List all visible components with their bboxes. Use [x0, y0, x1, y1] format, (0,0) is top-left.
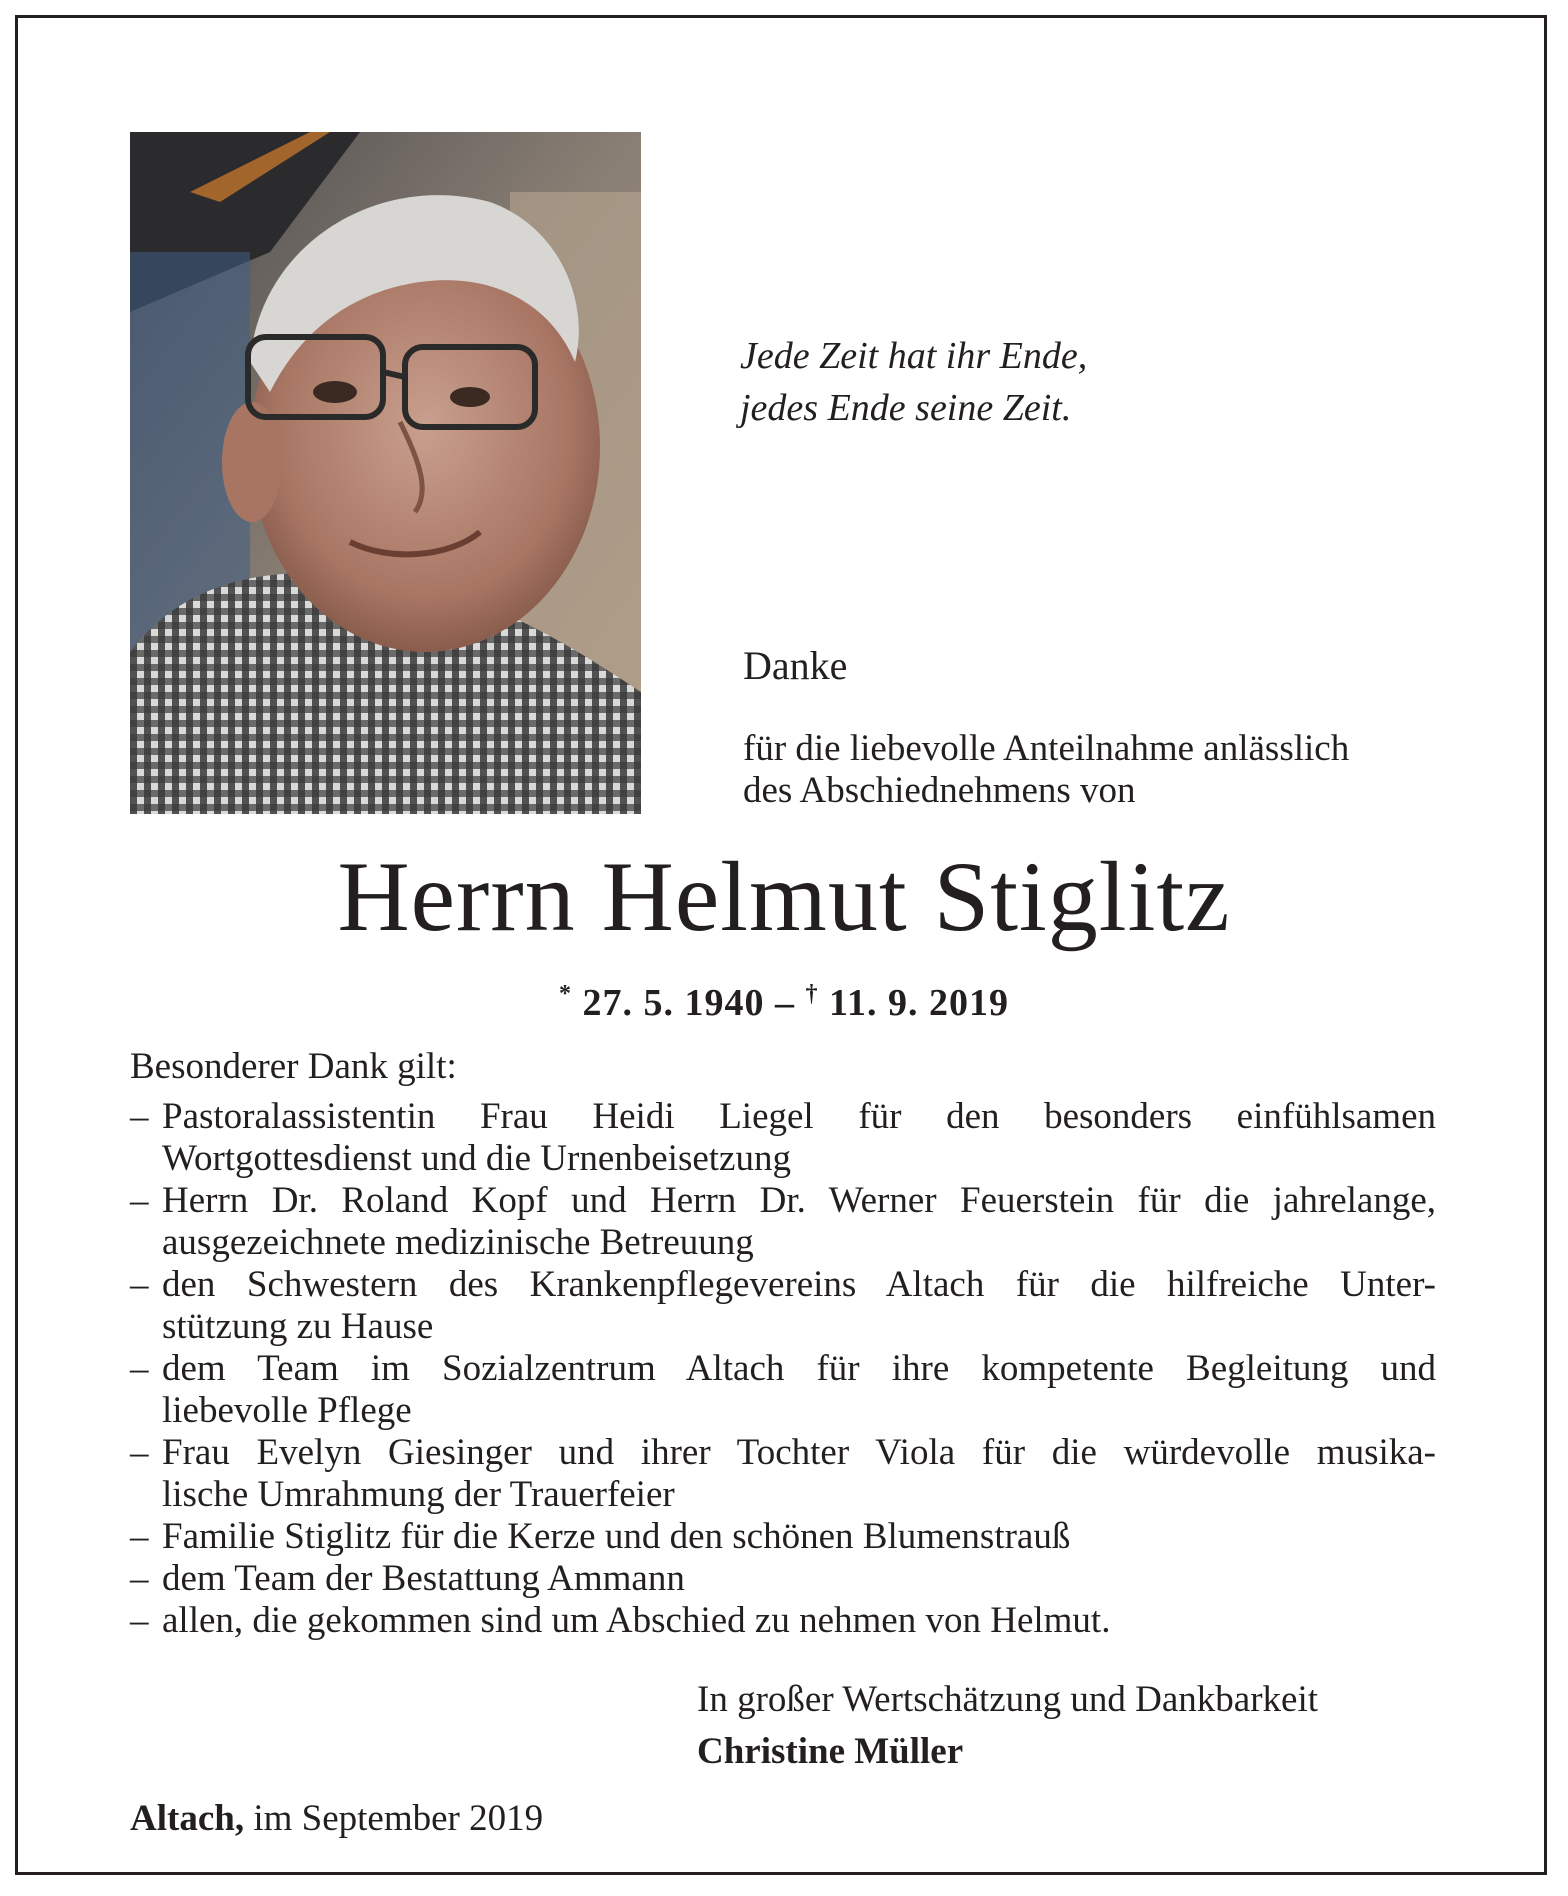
intro-line-1: für die liebevolle Anteilnahme anlässlich — [743, 728, 1350, 769]
death-symbol: † — [805, 981, 819, 1007]
list-item — [130, 1516, 1436, 1558]
list-item — [130, 1180, 1436, 1264]
list-dash: – — [130, 1348, 149, 1389]
list-item-line-1: Familie Stiglitz für die Kerze und den schönen Blumenstrauß — [162, 1516, 1071, 1557]
list-item — [130, 1096, 1436, 1180]
place-date: im September 2019 — [253, 1798, 544, 1839]
intro-text — [743, 728, 1349, 812]
list-item-line-2: lische Umrahmung der Trauerfeier — [162, 1474, 675, 1515]
quote — [740, 330, 1390, 434]
danke-heading: Danke — [743, 643, 848, 688]
date-separator: – — [775, 982, 796, 1024]
list-item-line-1: den Schwestern des Krankenpflegevereins Altach für die hilfreiche Unter- — [162, 1264, 1436, 1305]
list-dash: – — [130, 1180, 149, 1221]
list-item — [130, 1432, 1436, 1516]
intro-line-2: des Abschiednehmens von — [743, 770, 1136, 811]
list-item-line-1: Pastoralassistentin Frau Heidi Liegel für den besonders einfühlsamen — [162, 1096, 1436, 1137]
list-dash: – — [130, 1432, 149, 1473]
list-item-line-1: Herrn Dr. Roland Kopf und Herrn Dr. Werner Feuerstein für die jahrelange, — [162, 1180, 1436, 1221]
list-item — [130, 1348, 1436, 1432]
thanks-title: Besonderer Dank gilt: — [130, 1046, 457, 1087]
list-dash: – — [130, 1600, 149, 1641]
list-item-line-1: Frau Evelyn Giesinger und ihrer Tochter Viola für die würdevolle musika- — [162, 1432, 1436, 1473]
list-item-line-1: dem Team im Sozialzentrum Altach für ihre kompetente Begleitung und — [162, 1348, 1436, 1389]
quote-line-2: jedes Ende seine Zeit. — [740, 387, 1072, 429]
signer-name: Christine Müller — [697, 1731, 964, 1772]
list-item — [130, 1558, 1436, 1600]
list-item-line-2: Wortgottesdienst und die Urnenbeisetzung — [162, 1138, 791, 1179]
life-dates — [0, 970, 1568, 1027]
list-item-line-2: stützung zu Hause — [162, 1306, 434, 1347]
place-city: Altach, — [130, 1798, 245, 1839]
death-date: 11. 9. 2019 — [829, 982, 1009, 1024]
portrait-photo — [130, 132, 641, 814]
birth-symbol: * — [559, 981, 573, 1007]
list-item-line-2: liebevolle Pflege — [162, 1390, 412, 1431]
list-item — [130, 1600, 1436, 1642]
list-item-line-1: dem Team der Bestattung Ammann — [162, 1558, 685, 1599]
list-dash: – — [130, 1264, 149, 1305]
closing-text: In großer Wertschätzung und Dankbarkeit — [697, 1679, 1319, 1720]
list-item — [130, 1264, 1436, 1348]
birth-date: 27. 5. 1940 — [582, 982, 765, 1024]
list-dash: – — [130, 1558, 149, 1599]
list-dash: – — [130, 1096, 149, 1137]
list-item-line-1: allen, die gekommen sind um Abschied zu nehmen von Helmut. — [162, 1600, 1111, 1641]
place-and-date — [130, 1797, 543, 1841]
thanks-list — [130, 1096, 1436, 1642]
deceased-name: Herrn Helmut Stiglitz — [337, 841, 1231, 952]
list-dash: – — [130, 1516, 149, 1557]
quote-line-1: Jede Zeit hat ihr Ende, — [740, 335, 1088, 377]
portrait-image — [130, 132, 641, 814]
list-item-line-2: ausgezeichnete medizinische Betreuung — [162, 1222, 754, 1263]
